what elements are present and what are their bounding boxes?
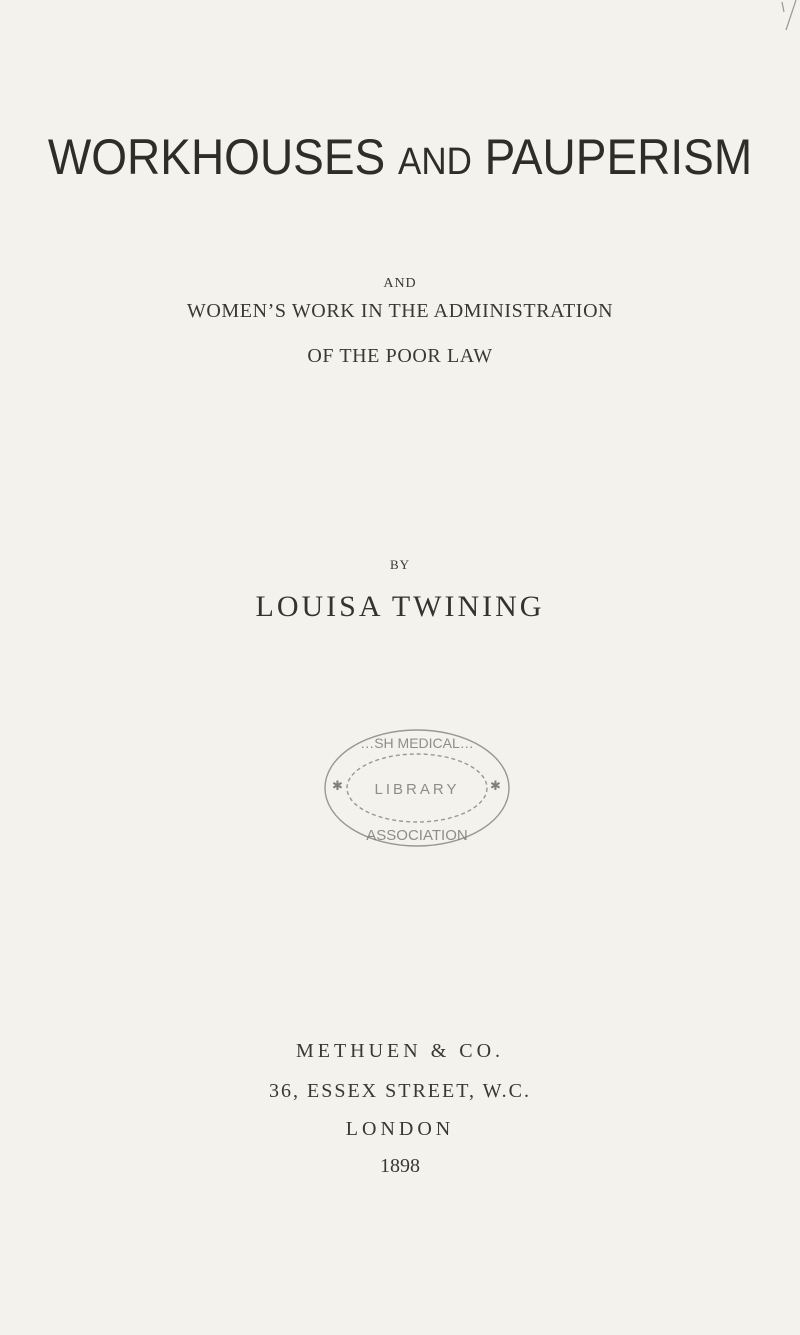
title-part-workhouses: WORKHOUSES	[47, 129, 386, 185]
stamp-bottom-text: ASSOCIATION	[366, 827, 468, 844]
author-name: LOUISA TWINING	[255, 590, 545, 623]
publisher-city: LONDON	[345, 1118, 455, 1140]
stamp-top-text: …SH MEDICAL…	[360, 735, 474, 751]
title-part-pauperism: PAUPERISM	[484, 129, 753, 185]
publisher-name: METHUEN & CO.	[295, 1040, 505, 1062]
publisher-address: 36, ESSEX STREET, W.C.	[269, 1080, 531, 1102]
title-connector: AND	[383, 276, 417, 291]
subtitle-line-2: OF THE POOR LAW	[307, 345, 493, 367]
margin-pencil-mark	[770, 0, 800, 40]
title-part-and: AND	[398, 141, 472, 183]
subtitle-line-1: WOMEN’S WORK IN THE ADMINISTRATION	[186, 300, 614, 322]
stamp-star-left-icon: ✱	[332, 779, 343, 794]
library-stamp	[318, 722, 516, 858]
book-title	[32, 128, 768, 186]
by-label: BY	[389, 557, 411, 572]
stamp-star-right-icon: ✱	[490, 779, 501, 794]
publication-year: 1898	[380, 1155, 420, 1177]
stamp-middle-text: LIBRARY	[374, 781, 460, 798]
